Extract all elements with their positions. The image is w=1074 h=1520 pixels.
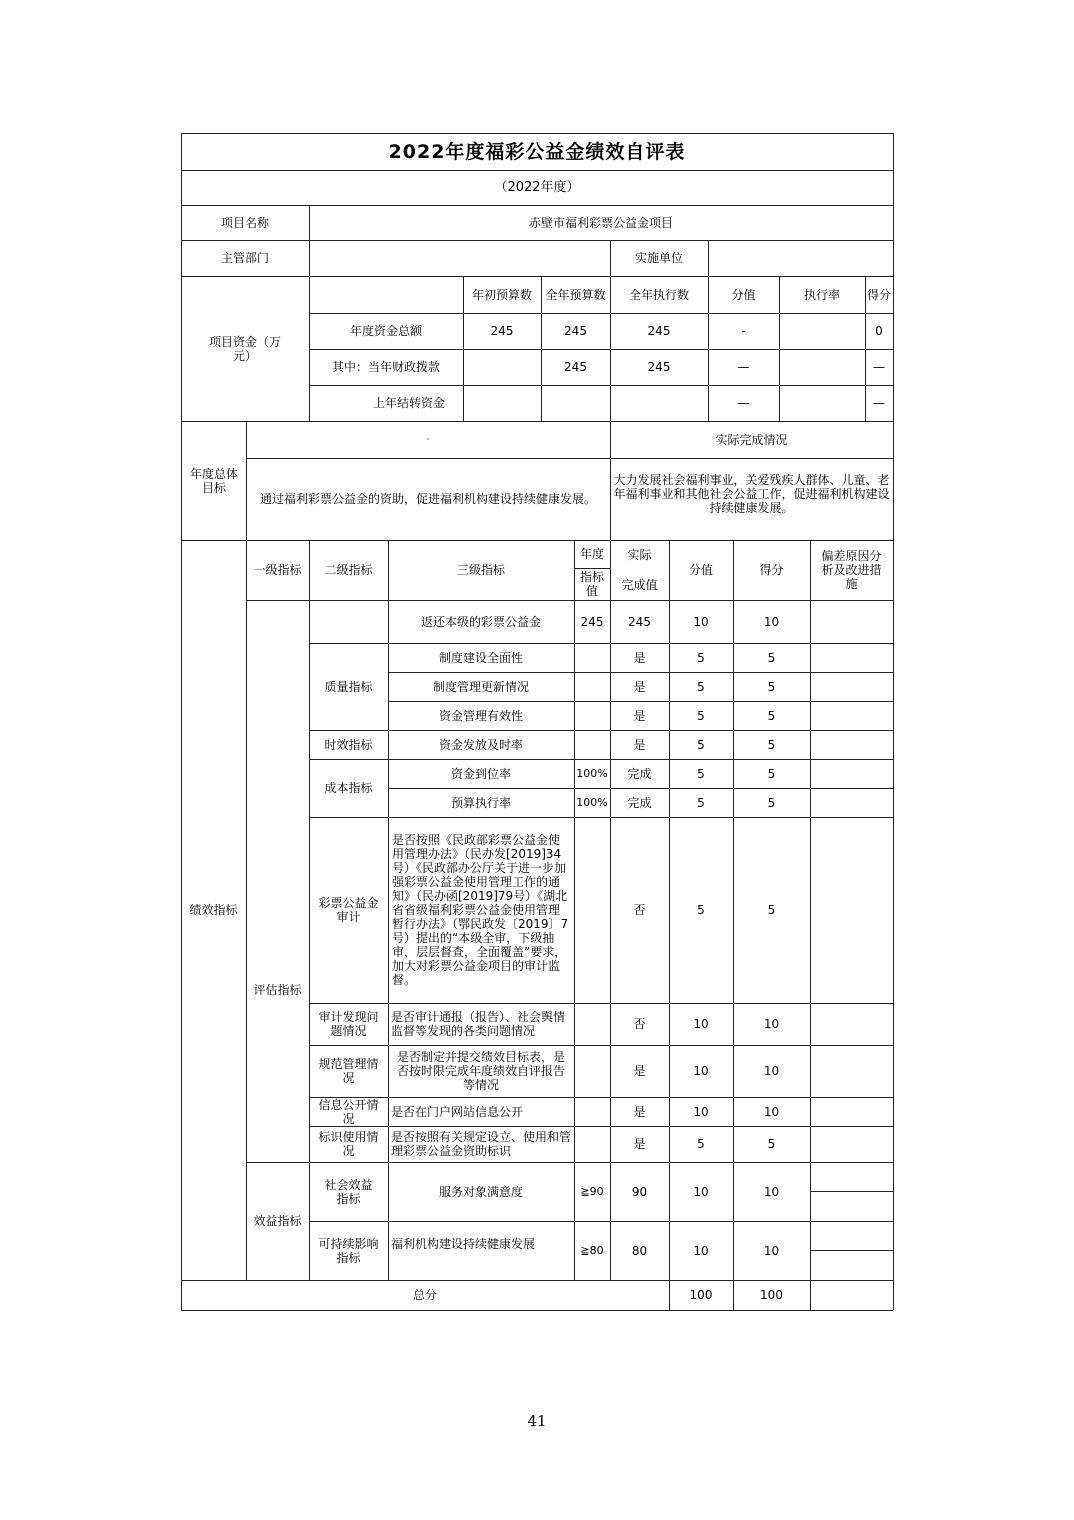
- score-cell: 10: [763, 1243, 780, 1258]
- value-cell: 5: [697, 903, 705, 917]
- target-cell: 100%: [576, 767, 608, 780]
- total-label: 总分: [412, 1288, 437, 1302]
- score-cell: 10: [763, 1064, 780, 1078]
- level3-cell: 制度管理更新情况: [432, 679, 529, 694]
- level3-cell: 是否在门户网站信息公开: [391, 1104, 524, 1119]
- impl-value: [708, 240, 893, 276]
- value-cell: 5: [697, 708, 705, 723]
- target-cell: [574, 1003, 610, 1045]
- header-score: 得分: [759, 563, 784, 577]
- target-cell: [574, 1126, 610, 1162]
- actual-cell: 245: [628, 614, 651, 629]
- funds-cell: [610, 385, 708, 421]
- funds-row-label: 年度资金总额: [349, 324, 422, 338]
- funds-header: 全年执行数: [628, 287, 689, 302]
- score-cell: 10: [763, 614, 780, 629]
- level2-audit: 彩票公益金审计: [318, 896, 379, 924]
- funds-cell: [463, 349, 541, 385]
- level2-management: 规范管理情况: [318, 1057, 379, 1085]
- target-cell: 100%: [576, 796, 608, 809]
- level3-cell: 服务对象满意度: [438, 1184, 523, 1199]
- funds-cell: [779, 349, 865, 385]
- target-cell: [574, 1097, 610, 1126]
- score-cell: 5: [767, 1137, 776, 1151]
- level3-cell: 预算执行率: [450, 795, 511, 810]
- value-cell: 5: [697, 650, 705, 665]
- dept-value: [309, 240, 610, 276]
- score-cell: 5: [767, 679, 776, 694]
- page-title: 2022年度福彩公益金绩效自评表: [388, 140, 686, 163]
- actual-cell: 完成: [627, 795, 652, 810]
- page-number: 41: [527, 1412, 547, 1430]
- value-cell: 10: [693, 1064, 709, 1078]
- actual-cell: 是: [633, 679, 646, 694]
- value-cell: 5: [697, 766, 705, 781]
- funds-cell: 245: [647, 324, 671, 338]
- goal-actual: 大力发展社会福利事业，关爱残疾人群体、儿童、老年福利事业和其他社会公益工作，促进福利机构建设持续健康发展。: [613, 473, 890, 515]
- indicators-section-label: 绩效指标: [189, 903, 238, 917]
- actual-cell: 完成: [627, 766, 652, 781]
- value-cell: 10: [693, 1184, 709, 1199]
- value-cell: 5: [697, 679, 705, 694]
- value-cell: 5: [697, 737, 705, 752]
- funds-row-label: 上年结转资金: [372, 396, 445, 410]
- actual-cell: 90: [631, 1184, 648, 1199]
- funds-header: 执行率: [803, 287, 840, 302]
- funds-cell: —: [737, 360, 750, 374]
- funds-header: 得分: [867, 287, 892, 302]
- goal-actual-header: 实际完成情况: [715, 432, 788, 447]
- funds-cell: [779, 313, 865, 349]
- level2-audit-issues: 审计发现问题情况: [318, 1010, 379, 1038]
- funds-cell: [541, 385, 610, 421]
- funds-header: 分值: [731, 287, 756, 302]
- score-cell: 5: [767, 650, 776, 665]
- funds-cell: 0: [875, 324, 883, 338]
- total-value: 100: [689, 1288, 713, 1302]
- funds-cell: 245: [564, 324, 587, 338]
- value-cell: 10: [693, 1104, 709, 1119]
- level3-cell: 资金管理有效性: [438, 708, 523, 723]
- actual-cell: 否: [633, 903, 646, 917]
- header-done: 完成值: [621, 578, 658, 592]
- funds-cell: 245: [490, 324, 514, 338]
- score-cell: 5: [767, 708, 776, 723]
- target-cell: [574, 817, 610, 1003]
- funds-cell: [779, 385, 865, 421]
- target-cell: [574, 701, 610, 730]
- level2-timeliness: 时效指标: [324, 737, 373, 752]
- level2-cost: 成本指标: [324, 781, 373, 795]
- actual-cell: 是: [633, 1064, 646, 1078]
- header-target: 指标值: [579, 570, 604, 598]
- goal-expected: 通过福利彩票公益金的资助，促进福利机构建设持续健康发展。: [259, 492, 596, 506]
- actual-cell: 是: [633, 650, 646, 665]
- funds-label: 项目资金（万元）: [208, 334, 281, 363]
- funds-row-label: 其中：当年财政拨款: [331, 360, 440, 374]
- header-level2: 二级指标: [324, 563, 373, 577]
- funds-cell: [463, 385, 541, 421]
- level3-cell: 资金到位率: [450, 766, 511, 781]
- funds-cell: —: [873, 396, 885, 410]
- dept-label: 主管部门: [220, 251, 269, 265]
- level3-cell: 福利机构建设持续健康发展: [391, 1236, 536, 1251]
- year-subtitle: （2022年度）: [494, 179, 580, 195]
- header-score-value: 分值: [688, 563, 713, 577]
- score-cell: 10: [763, 1017, 780, 1031]
- actual-cell: 80: [631, 1243, 648, 1258]
- value-cell: 5: [697, 1137, 705, 1151]
- funds-header: 年初预算数: [471, 287, 532, 302]
- value-cell: 10: [693, 614, 709, 629]
- level3-cell: 是否按照有关规定设立、使用和管理彩票公益金资助标识: [391, 1130, 572, 1158]
- level2-social: 社会效益指标: [324, 1177, 373, 1206]
- target-cell: 245: [580, 614, 604, 629]
- actual-cell: 是: [633, 708, 646, 723]
- level3-cell: 制度建设全面性: [438, 650, 523, 665]
- impl-label: 实施单位: [634, 251, 683, 265]
- level2-logo: 标识使用情况: [318, 1130, 379, 1158]
- level1-benefit: 效益指标: [253, 1214, 302, 1228]
- score-cell: 5: [767, 795, 776, 810]
- target-cell: [574, 672, 610, 701]
- funds-cell: 245: [647, 360, 671, 374]
- score-cell: 5: [767, 903, 776, 917]
- level3-cell: 资金发放及时率: [438, 737, 523, 752]
- actual-cell: 是: [633, 737, 646, 752]
- actual-cell: 是: [633, 1137, 646, 1151]
- header-deviation: 偏差原因分析及改进措施: [821, 549, 882, 591]
- level3-cell: 是否制定并提交绩效目标表，是否按时限完成年度绩效自评报告等情况: [396, 1050, 565, 1092]
- value-cell: 5: [697, 795, 705, 810]
- level2-quality: 质量指标: [324, 679, 373, 694]
- goal-label: 年度总体目标: [190, 466, 239, 495]
- level3-cell: 是否审计通报（报告）、社会舆情监督等发现的各类问题情况: [391, 1010, 566, 1038]
- project-name-value: 赤壁市福利彩票公益金项目: [528, 215, 673, 230]
- actual-cell: 否: [633, 1017, 646, 1031]
- actual-cell: 是: [633, 1104, 646, 1119]
- level1-eval: 评估指标: [253, 983, 302, 997]
- funds-cell: —: [873, 360, 885, 374]
- header-annual: 年度: [579, 547, 604, 561]
- target-cell: [574, 730, 610, 759]
- funds-cell: 245: [564, 360, 587, 374]
- score-cell: 5: [767, 737, 776, 752]
- target-cell: ≧90: [580, 1185, 604, 1198]
- header-actual: 实际: [627, 548, 652, 562]
- project-name-label: 项目名称: [220, 215, 269, 230]
- funds-cell: —: [737, 396, 750, 410]
- target-cell: [574, 643, 610, 672]
- funds-header: 全年预算数: [545, 287, 606, 302]
- value-cell: 10: [693, 1243, 709, 1258]
- target-cell: ≧80: [580, 1244, 604, 1257]
- level2-disclosure: 信息公开情况: [318, 1097, 379, 1126]
- value-cell: 10: [693, 1017, 709, 1031]
- score-cell: 10: [763, 1104, 780, 1119]
- score-cell: 5: [767, 766, 776, 781]
- score-cell: 10: [763, 1184, 780, 1199]
- level2-sustainable: 可持续影响指标: [318, 1236, 379, 1265]
- header-level3: 三级指标: [456, 563, 505, 577]
- funds-cell: -: [741, 324, 746, 338]
- target-cell: [574, 1045, 610, 1097]
- goal-expected-header: ·: [426, 434, 430, 445]
- total-score: 100: [760, 1288, 783, 1302]
- header-level1: 一级指标: [253, 563, 302, 577]
- level3-cell: 返还本级的彩票公益金: [420, 614, 541, 629]
- level3-cell: 是否按照《民政部彩票公益金使用管理办法》（民办发[2019]34号）《民政部办公厅关于进一步加强彩票公益金使用管理工作的通知》（民办函[2019]79号）《湖北省省级福利彩票公益金使用管理暂行办法》（鄂民政发〔2019〕7号）提出的“本级全审，下级抽审，层层督查，全面覆盖”要求，加大对彩票公益金项目的审计监督。: [392, 833, 569, 987]
